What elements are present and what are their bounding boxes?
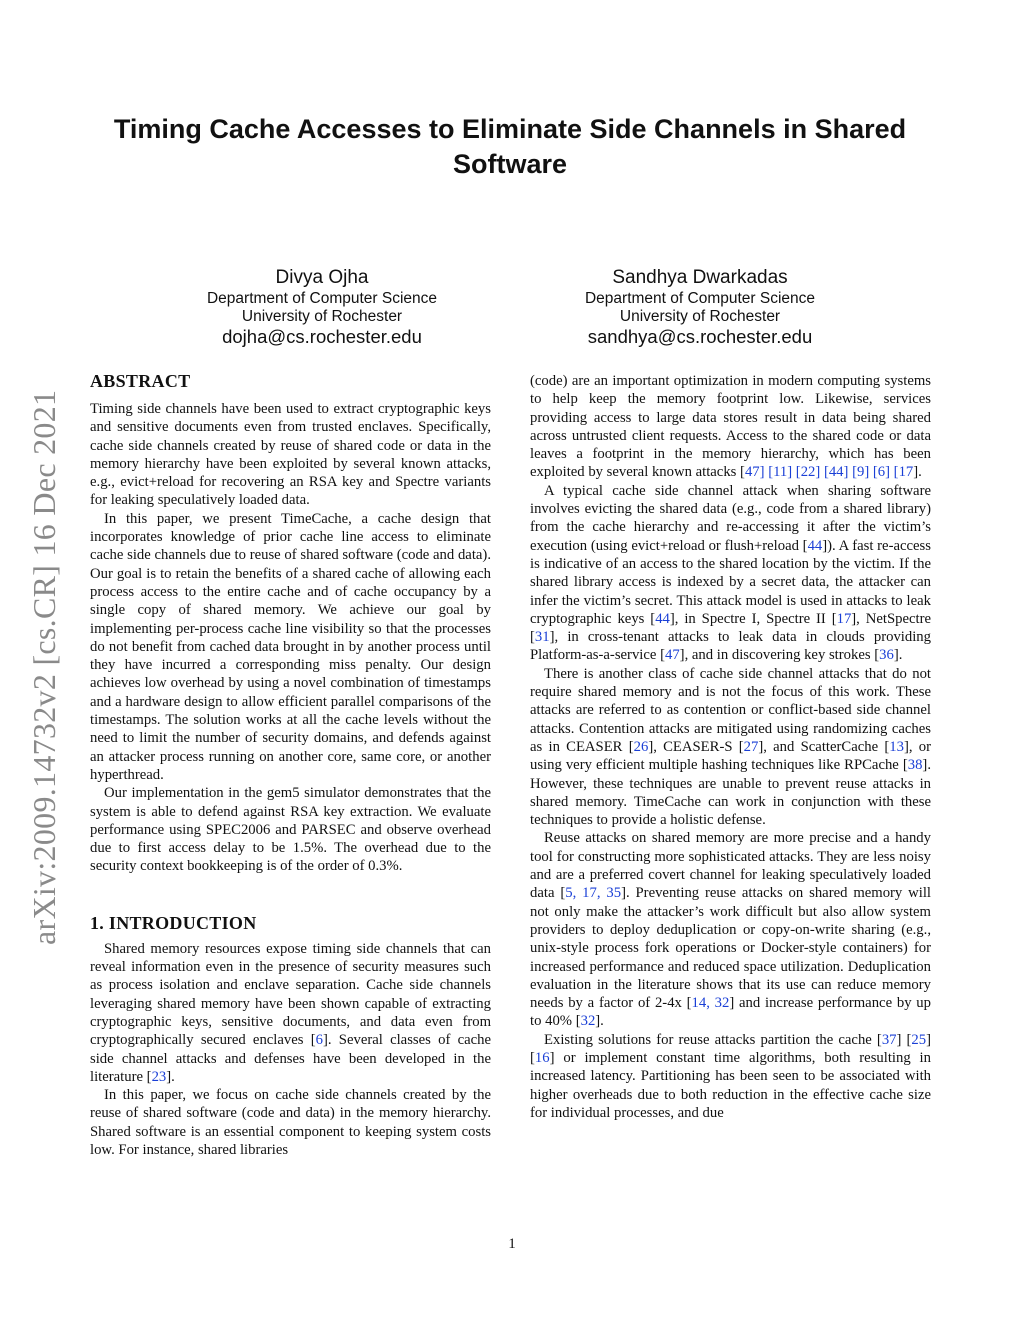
abstract-paragraph: In this paper, we present TimeCache, a cache design that incorporates knowledge of prior cache line access to eliminate cache side channels due to reuse of shared software (code and data). Our goal is to retain the benefits of a shared cache of allowing each process access to the entire cache and of cache occupancy by a single copy of shared memory. We achieve our goal by implementing per-process cache line visibility so that the processes do not benefit from cached data brought in by another process until they have incurred a corresponding miss penalty. Our design achieves low overhead by using a novel combination of timestamps and a hardware design to allow efficient parallel comparisons of the timestamps. The solution works at all the cache levels without the need to limit the number of security domains, and defends against an attacker process running on another core, same core, or another hyperthread. bbox=[90, 510, 491, 783]
citation-link[interactable]: 17 bbox=[836, 610, 852, 627]
author-department: Department of Computer Science bbox=[206, 290, 438, 307]
author-university: University of Rochester bbox=[619, 308, 781, 325]
body-paragraph: (code) are an important optimization in modern computing systems to help keep the memory footprint low. Likewise, services providing access to large data stores result in data being shared across untrusted client requests. Access to the shared code or data leaves a footprint in the memory hierarchy, which has been exploited by several known attacks [47] [11] [22] [44] [9] [6] [17]. bbox=[530, 373, 931, 481]
abstract-heading: ABSTRACT bbox=[90, 371, 191, 391]
body-paragraph: Reuse attacks on shared memory are more precise and a handy tool for constructing more sophisticated attacks. They are less noisy and are a preferred covert channel for leaking speculatively loaded data [5, 17, 35]. Preventing reuse attacks on shared memory will not only make the attacker’s work difficult but also allow system providers to deploy deduplication or copy-on-write sharing (e.g., unix-style process fork operations or Docker-style containers) for increased performance and reduced space utilization. Deduplication evaluation in the literature shows that its use can reduce memory needs by a factor of 2-4x [14, 32] and increase performance by up to 40% [32]. bbox=[530, 830, 931, 1030]
citation-link[interactable]: 26 bbox=[633, 738, 649, 755]
author-email[interactable]: sandhya@cs.rochester.edu bbox=[587, 326, 813, 347]
citation-link[interactable]: 5, 17, 35 bbox=[565, 885, 622, 902]
citation-link[interactable]: 38 bbox=[907, 757, 923, 774]
citation-link[interactable]: 25 bbox=[911, 1031, 927, 1048]
intro-paragraph: Shared memory resources expose timing side channels that can reveal information even in the presence of security measures such as process isolation and enclave separation. Cache side channels leveraging shared memory have been shown capable of extracting cryptographic keys, sensitive documents, and data even from cryptographically secured enclaves [6]. Several classes of cache side channel attacks and defenses have been developed in the literature [23]. bbox=[90, 940, 492, 1085]
citation-link[interactable]: 47 bbox=[664, 647, 680, 664]
abstract-paragraph: Our implementation in the gem5 simulator demonstrates that the system is able to defend against RSA key extraction. We evaluate performance using SPEC2006 and PARSEC and observe overhead due to first access delay to be 1.5%. The overhead due to the security context bookkeeping is of the order of 0.3%. bbox=[90, 785, 491, 875]
body-paragraph: There is another class of cache side channel attacks that do not require shared memory and is not the focus of this work. These attacks are referred to as contention or conflict-based side channel attacks. Contention attacks are mitigated using randomizing caches as in CEASER [26], CEASER-S [27], and ScatterCache [13], or using very efficient multiple hashing techniques like RPCache [38]. However, these techniques are unable to prevent reuse attacks in shared memory. TimeCache can work in conjunction with these techniques to provide a holistic defense. bbox=[530, 665, 931, 829]
author-name: Sandhya Dwarkadas bbox=[612, 267, 788, 288]
author-block-1 bbox=[152, 266, 492, 348]
citation-link[interactable]: 44 bbox=[655, 610, 670, 627]
citation-link[interactable]: 16 bbox=[534, 1049, 550, 1066]
citation-link[interactable]: 36 bbox=[879, 647, 894, 664]
body-paragraph: A typical cache side channel attack when sharing software involves evicting the shared data (e.g., code from a shared library) from the cache hierarchy and re-accessing it after the victim’s execution (using evict+reload or flush+reload [44]). A fast re-access is indicative of an access to the shared location by the victim. If the shared library access is indexed by a secret data, the attacker can infer the victim’s secret. This attack model is used in attacks to leak cryptographic keys [44], in Spectre I, Spectre II [17], NetSpectre [31], in cross-tenant attacks to leak data in clouds providing Platform-as-a-service [47], and in discovering key strokes [36]. bbox=[530, 482, 931, 664]
author-block-2 bbox=[530, 266, 870, 348]
citation-link[interactable]: 32 bbox=[580, 1013, 596, 1030]
arxiv-stamp: arXiv:2009.14732v2 [cs.CR] 16 Dec 2021 bbox=[26, 389, 62, 945]
right-column bbox=[530, 372, 931, 1122]
citation-link[interactable]: 37 bbox=[881, 1031, 897, 1048]
citation-link[interactable]: 47] [11] [22] [44] [9] [6] [17 bbox=[744, 464, 914, 481]
author-department: Department of Computer Science bbox=[584, 290, 816, 307]
author-university: University of Rochester bbox=[241, 308, 403, 325]
paper-title: Timing Cache Accesses to Eliminate Side Channels in Shared Software bbox=[113, 114, 907, 179]
author-name: Divya Ojha bbox=[275, 267, 369, 288]
left-column bbox=[90, 368, 491, 1159]
abstract-paragraph: Timing side channels have been used to extract cryptographic keys and sensitive documents even from trusted enclaves. Specifically, cache side channels created by reuse of shared code or data in the memory hierarchy have been exploited by several known attacks, e.g., evict+reload for recovering an RSA key and Spectre variants for leaking speculatively loaded data. bbox=[90, 401, 491, 509]
citation-link[interactable]: 13 bbox=[889, 738, 904, 755]
citation-link[interactable]: 27 bbox=[743, 738, 759, 755]
citation-link[interactable]: 23 bbox=[151, 1068, 167, 1085]
intro-paragraph: In this paper, we focus on cache side channels created by the reuse of shared software (code and data) in the memory hierarchy. Shared software is an essential component to keeping system costs low. For instance, shared libraries bbox=[90, 1087, 491, 1158]
page-number: 1 bbox=[508, 1236, 516, 1252]
citation-link[interactable]: 44 bbox=[807, 537, 823, 554]
body-paragraph: Existing solutions for reuse attacks partition the cache [37] [25] [16] or implement constant time algorithms, both resulting in increased latency. Partitioning has been seen to be associated with higher overheads due to both reduction in the effective cache size for individual processes, and due bbox=[530, 1031, 931, 1121]
citation-link[interactable]: 14, 32 bbox=[691, 995, 730, 1012]
intro-heading: 1. INTRODUCTION bbox=[90, 912, 257, 933]
citation-link[interactable]: 6 bbox=[315, 1032, 323, 1049]
author-email[interactable]: dojha@cs.rochester.edu bbox=[222, 326, 422, 347]
citation-link[interactable]: 31 bbox=[534, 629, 550, 646]
